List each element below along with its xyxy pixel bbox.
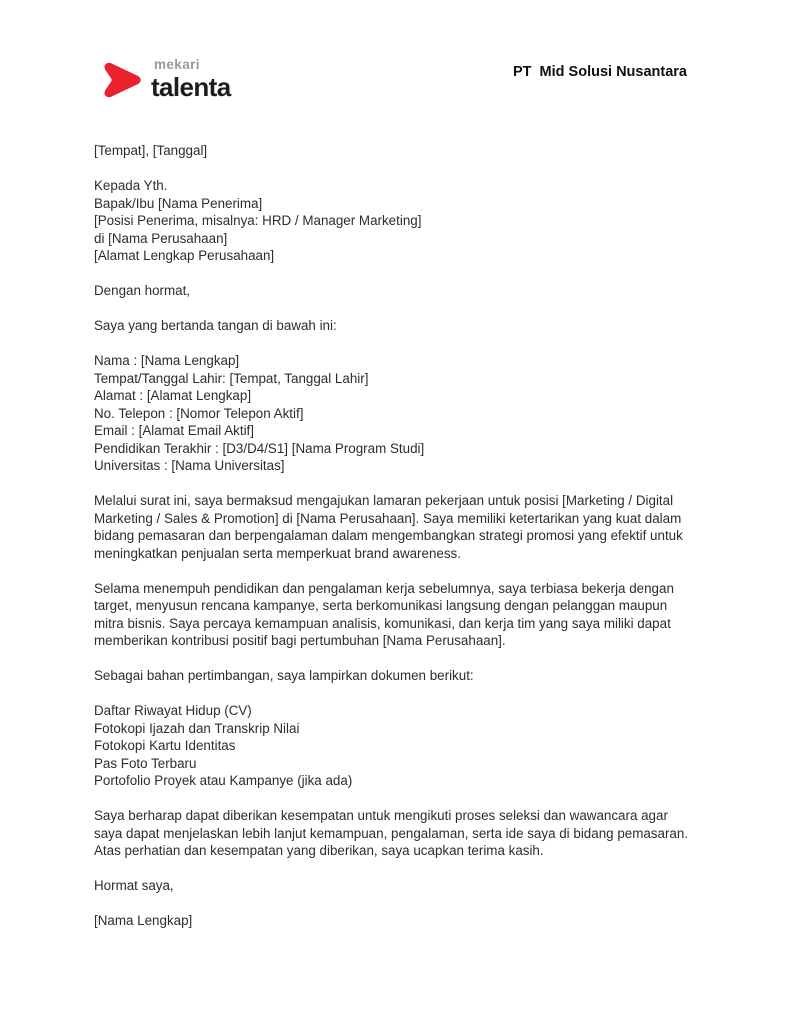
attachment-line: Pas Foto Terbaru	[94, 755, 197, 771]
logo-wordmark	[151, 58, 231, 100]
attachment-line: Daftar Riwayat Hidup (CV)	[94, 703, 252, 718]
personal-detail-line: No. Telepon : [Nomor Telepon Aktif]	[94, 405, 304, 421]
personal-detail-line: Tempat/Tanggal Lahir: [Tempat, Tanggal Lahir]	[94, 370, 369, 386]
personal-detail-line: Nama : [Nama Lengkap]	[94, 353, 240, 368]
mekari-talenta-logo	[104, 52, 231, 100]
mekari-chevron-icon	[104, 60, 142, 100]
logo-brand-talenta: talenta	[151, 71, 231, 102]
paragraph-application: Melalui surat ini, saya bermaksud mengajukan lamaran pekerjaan untuk posisi [Marketing / Digital Marketing / Sales & Promotion] di [Nama Perusahaan]. Saya memiliki ketertarikan yang kuat dalam bidang pemasaran dan berpengalaman dalam mengembangkan strategi promosi yang efektif untuk meningkatkan penjualan serta memperkuat brand awareness.	[94, 493, 683, 561]
personal-details-block	[94, 352, 694, 475]
logo-brand-mekari: mekari	[154, 57, 200, 72]
recipient-line: [Posisi Penerima, misalnya: HRD / Manager Marketing]	[94, 213, 422, 228]
recipient-block	[94, 177, 694, 265]
recipient-line: di [Nama Perusahaan]	[94, 230, 228, 246]
recipient-line: Bapak/Ibu [Nama Penerima]	[94, 195, 263, 211]
intro-line: Saya yang bertanda tangan di bawah ini:	[94, 318, 337, 333]
attachment-line: Fotokopi Kartu Identitas	[94, 738, 236, 753]
recipient-line: [Alamat Lengkap Perusahaan]	[94, 248, 275, 263]
personal-detail-line: Email : [Alamat Email Aktif]	[94, 423, 254, 438]
letterhead	[94, 52, 687, 100]
paragraph-experience: Selama menempuh pendidikan dan pengalaman kerja sebelumnya, saya terbiasa bekerja dengan target, menyusun rencana kampanye, serta berkomunikasi langsung dengan pelanggan maupun mitra bisnis. Saya percaya kemampuan analisis, komunikasi, dan kerja tim yang saya miliki dapat memberikan kontribusi positif bagi pertumbuhan [Nama Perusahaan].	[94, 580, 674, 648]
paragraph-closing: Saya berharap dapat diberikan kesempatan untuk mengikuti proses seleksi dan wawancara agar saya dapat menjelaskan lebih lanjut kemampuan, pengalaman, serta ide saya di bidang pemasaran. Atas perhatian dan kesempatan yang diberikan, saya ucapkan terima kasih.	[94, 808, 689, 858]
salutation: Dengan hormat,	[94, 283, 191, 298]
attachment-line: Portofolio Proyek atau Kampanye (jika ada)	[94, 773, 353, 788]
personal-detail-line: Alamat : [Alamat Lengkap]	[94, 388, 252, 403]
attachment-line: Fotokopi Ijazah dan Transkrip Nilai	[94, 720, 300, 736]
attachments-intro: Sebagai bahan pertimbangan, saya lampirkan dokumen berikut:	[94, 668, 474, 683]
date-place-line: [Tempat], [Tanggal]	[94, 143, 208, 158]
signoff: Hormat saya,	[94, 878, 174, 893]
personal-detail-line: Universitas : [Nama Universitas]	[94, 458, 285, 473]
signature-name: [Nama Lengkap]	[94, 913, 193, 928]
attachments-list	[94, 702, 694, 790]
company-name: PT Mid Solusi Nusantara	[512, 64, 687, 80]
letter-body	[94, 142, 694, 947]
recipient-line: Kepada Yth.	[94, 178, 168, 193]
personal-detail-line: Pendidikan Terakhir : [D3/D4/S1] [Nama Program Studi]	[94, 440, 425, 456]
